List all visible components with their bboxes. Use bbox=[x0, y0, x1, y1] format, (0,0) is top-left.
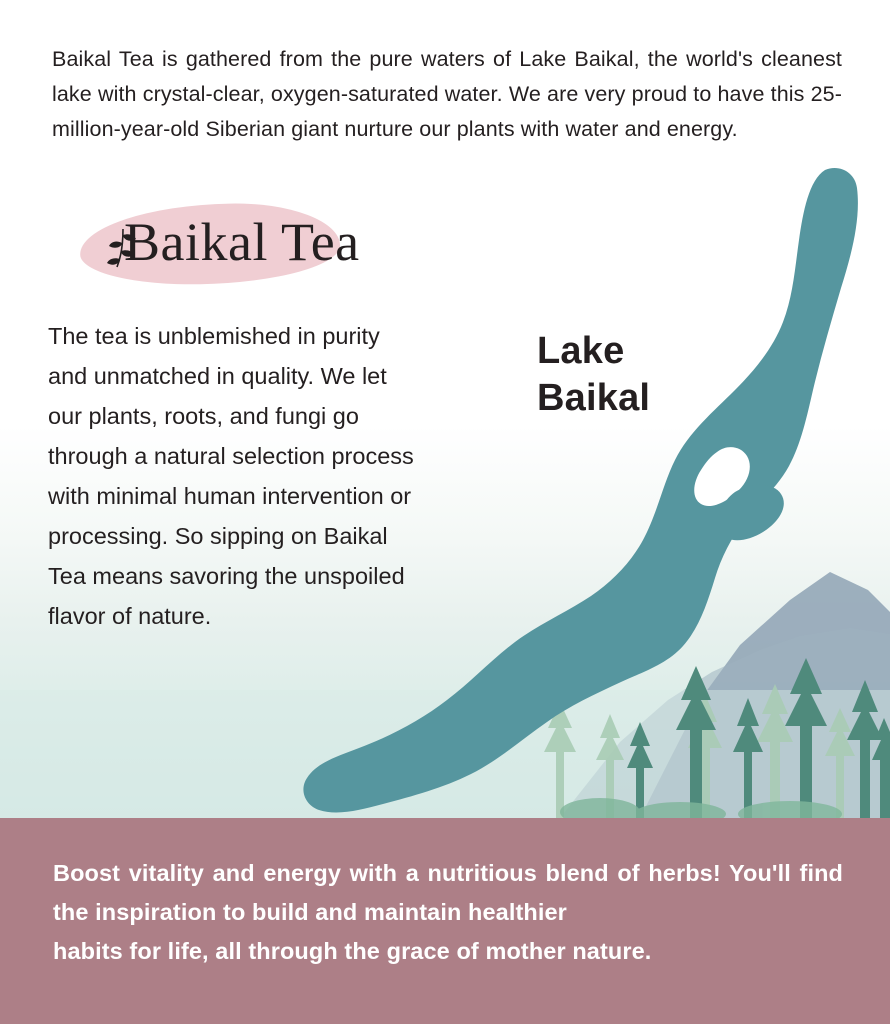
banner-text-last-line: habits for life, all through the grace of mother nature. bbox=[53, 938, 652, 964]
banner-text bbox=[53, 854, 843, 971]
bottom-banner bbox=[0, 818, 890, 1024]
lake-label-line2: Baikal bbox=[537, 377, 651, 419]
body-paragraph: The tea is unblemished in purity and unmatched in quality. We let our plants, roots, and fungi go through a natural selection process with minimal human intervention or processing. So sipping on Baikal Tea means savoring the unspoiled flavor of nature. bbox=[48, 323, 414, 629]
banner-text-main: Boost vitality and energy with a nutritious blend of herbs! You'll find the inspiration to build and maintain healthier bbox=[53, 860, 843, 925]
lake-label-line1: Lake bbox=[537, 330, 625, 372]
lake-label bbox=[537, 328, 727, 422]
intro-paragraph: Baikal Tea is gathered from the pure waters of Lake Baikal, the world's cleanest lake with crystal-clear, oxygen-saturated water. We are very proud to have this 25-million-year-old Siberian giant nurture our plants with water and energy. bbox=[52, 47, 842, 141]
logo-text: Baikal Tea bbox=[124, 212, 360, 272]
brand-logo bbox=[76, 199, 396, 299]
